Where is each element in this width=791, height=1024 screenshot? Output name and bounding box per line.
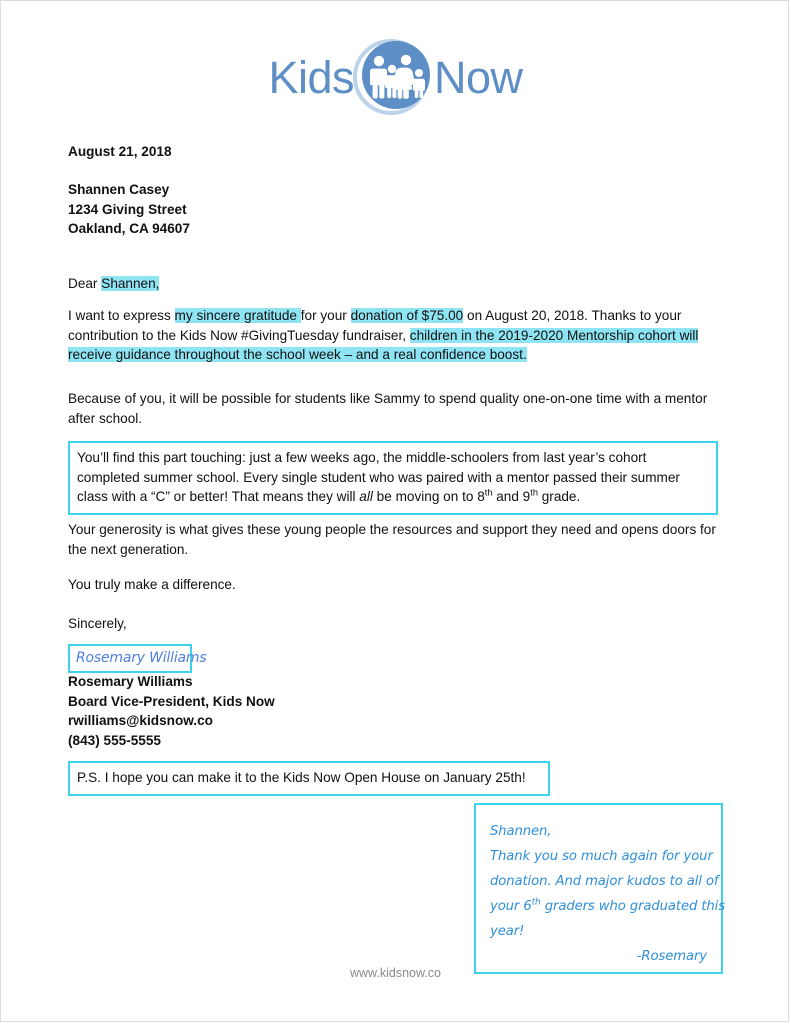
footer-website: www.kidsnow.co xyxy=(349,966,441,980)
postscript-box: P.S. I hope you can make it to the Kids Now Open House on January 25th! xyxy=(68,761,550,796)
signer-name: Rosemary Williams xyxy=(68,674,193,689)
boxed-sup-9th: th xyxy=(530,487,538,498)
para1-highlight-donation: donation of $75.00 xyxy=(350,308,464,323)
signature-script: Rosemary Williams xyxy=(76,650,207,666)
para1-highlight-gratitude: my sincere gratitude xyxy=(174,308,301,323)
boxed-seg3: and 9 xyxy=(492,489,531,504)
boxed-seg2: be moving on to 8 xyxy=(372,489,485,504)
signature-row xyxy=(68,644,718,673)
boxed-italic-all: all xyxy=(359,489,373,504)
note-line-5: year! xyxy=(490,924,525,939)
note-line-4 xyxy=(490,894,725,919)
paragraph-sammy: Because of you, it will be possible for students like Sammy to spend quality one-on-one time with a mentor after school. xyxy=(68,391,708,426)
logo-word-now: Now xyxy=(434,51,523,103)
greeting-line xyxy=(68,274,718,294)
note-line-3: donation. And major kudos to all of xyxy=(490,874,719,889)
handwritten-note xyxy=(474,803,723,974)
recipient-street: 1234 Giving Street xyxy=(68,201,187,217)
signer-phone: (843) 555-5555 xyxy=(68,732,161,748)
recipient-city-state-zip: Oakland, CA 94607 xyxy=(68,221,190,236)
letter-date: August 21, 2018 xyxy=(68,144,172,159)
note-line-4-b: graders who graduated this xyxy=(540,899,725,914)
note-line-2: Thank you so much again for your xyxy=(490,849,713,864)
note-line-4-a: your 6 xyxy=(490,899,532,914)
logo-inner xyxy=(268,35,522,119)
paragraph-difference: You truly make a difference. xyxy=(68,577,236,592)
logo-word-kids: Kids xyxy=(268,51,354,103)
para1-seg2: for your xyxy=(300,308,351,323)
signer-email: rwilliams@kidsnow.co xyxy=(68,713,213,728)
signer-block xyxy=(68,672,718,750)
para1-highlight-cohort: children in the 2019-2020 Mentorship cohort will receive guidance throughout the school week – and a real confidence boost. xyxy=(68,327,699,362)
greeting-prefix: Dear xyxy=(68,276,102,291)
para1-seg3: on August 20, 2018. Thanks to your contribution to the Kids Now #GivingTuesday fundraiser, xyxy=(68,308,682,343)
boxed-sup-8th: th xyxy=(484,487,493,498)
greeting-name-highlight: Shannen, xyxy=(101,276,160,291)
recipient-name: Shannen Casey xyxy=(68,182,170,197)
boxed-seg1: You’ll find this part touching: just a few weeks ago, the middle-schoolers from last year’s cohort completed summer school. Every single student who was paired with a mentor passed their summer class with a “C” or better! That means they will xyxy=(77,450,680,504)
note-signoff: -Rosemary xyxy=(636,949,707,964)
paragraph-generosity: Your generosity is what gives these young people the resources and support they need and opens doors for the next generation. xyxy=(68,522,716,557)
signature-box xyxy=(68,644,207,673)
family-circle-icon xyxy=(348,35,440,119)
note-sup-6th: th xyxy=(531,897,541,908)
boxed-paragraph-summer-school xyxy=(68,441,718,515)
closing-line: Sincerely, xyxy=(68,616,127,631)
para1-seg1: I want to express xyxy=(68,308,175,323)
brand-logo xyxy=(1,35,789,119)
signer-title: Board Vice-President, Kids Now xyxy=(68,693,275,709)
note-line-1: Shannen, xyxy=(490,824,552,839)
recipient-address xyxy=(68,180,718,239)
paragraph-gratitude xyxy=(68,306,718,365)
boxed-seg4: grade. xyxy=(537,489,581,504)
